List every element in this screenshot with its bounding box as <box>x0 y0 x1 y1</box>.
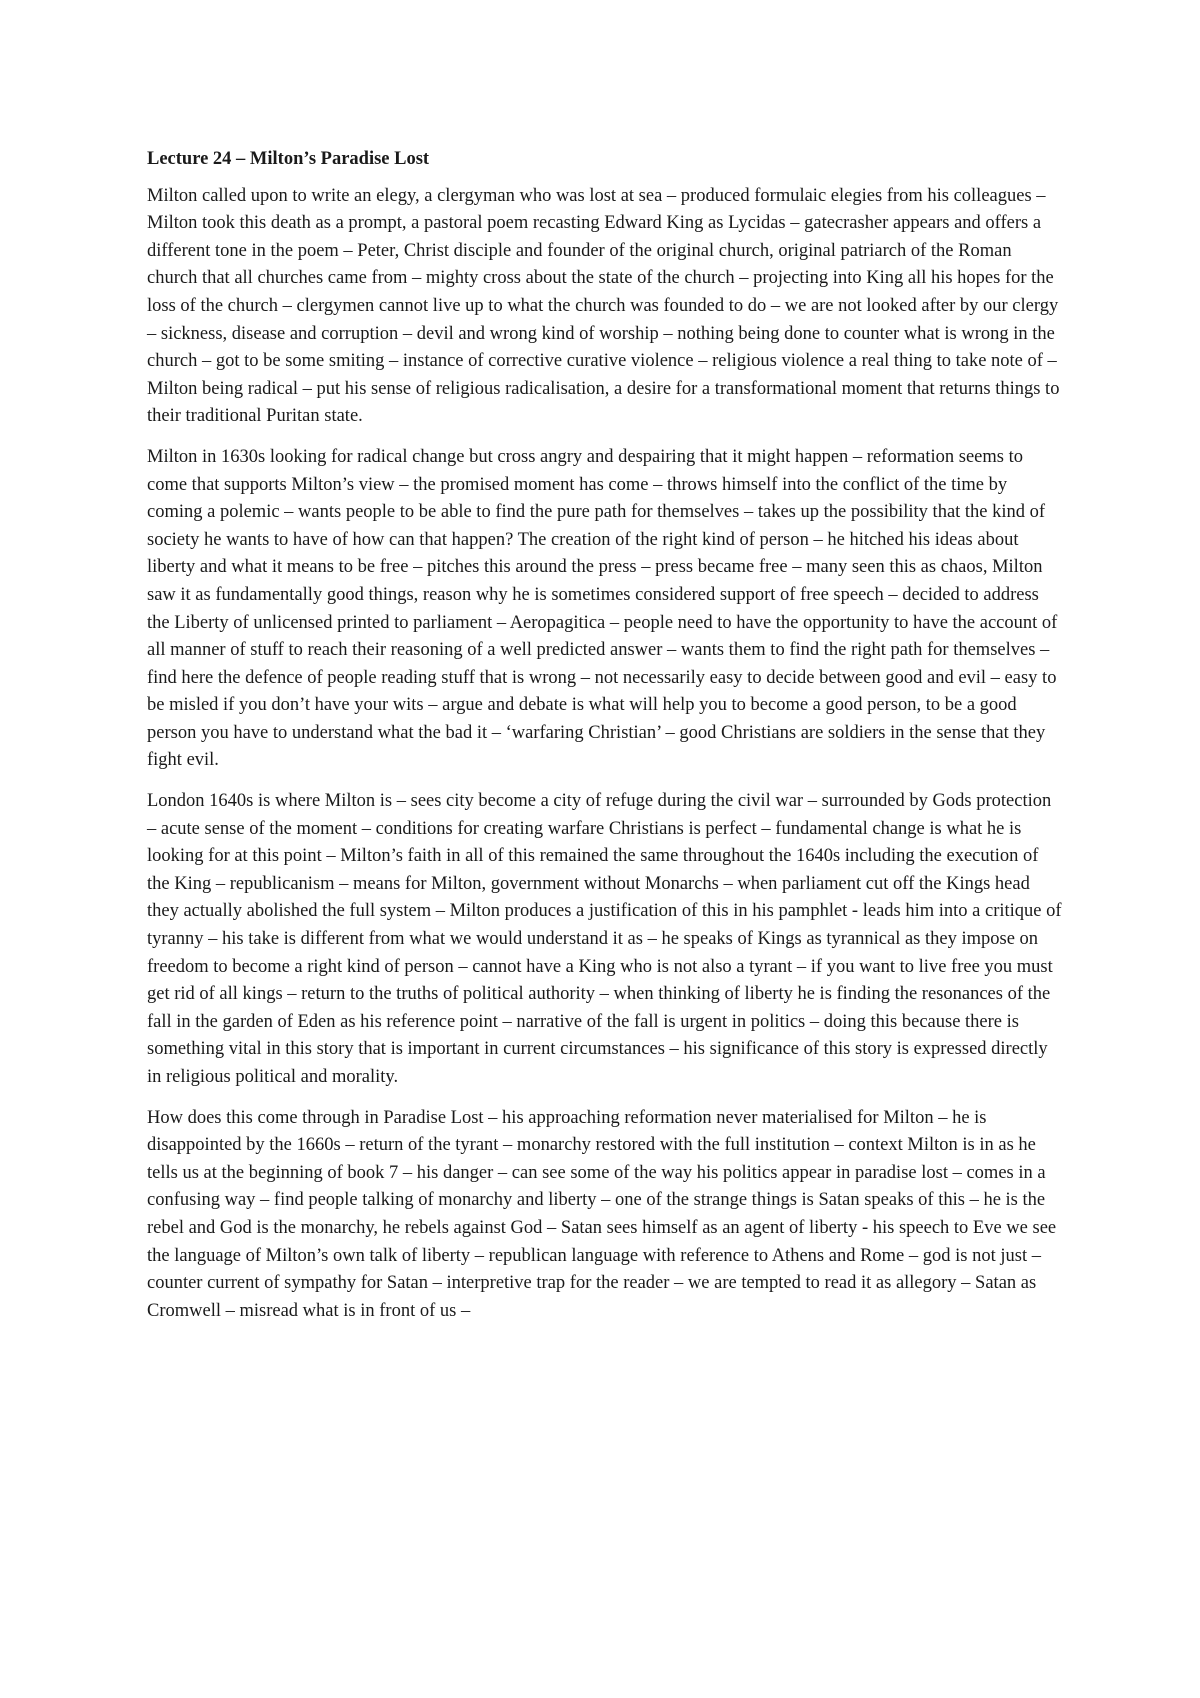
paragraph-1: Milton called upon to write an elegy, a clergyman who was lost at sea – produced formulaic elegies from his colleagues – Milton took this death as a prompt, a pastoral poem recasting Edward King as Lycidas – gatecrasher appears and offers a different tone in the poem – Peter, Christ disciple and founder of the original church, original patriarch of the Roman church that all churches came from – mighty cross about the state of the church – projecting into King all his hopes for the loss of the church – clergymen cannot live up to what the church was founded to do – we are not looked after by our clergy – sickness, disease and corruption – devil and wrong kind of worship – nothing being done to counter what is wrong in the church – got to be some smiting – instance of corrective curative violence – religious violence a real thing to take note of – Milton being radical – put his sense of religious radicalisation, a desire for a transformational moment that returns things to their traditional Puritan state. <box>147 185 1060 427</box>
paragraph-4: How does this come through in Paradise Lost – his approaching reformation never materialised for Milton – he is disappointed by the 1660s – return of the tyrant – monarchy restored with the full institution – context Milton is in as he tells us at the beginning of book 7 – his danger – can see some of the way his politics appear in paradise lost – comes in a confusing way – find people talking of monarchy and liberty – one of the strange things is Satan speaks of this – he is the rebel and God is the monarchy, he rebels against God – Satan sees himself as an agent of liberty - his speech to Eve we see the language of Milton’s own talk of liberty – republican language with reference to Athens and Rome – god is not just – counter current of sympathy for Satan – interpretive trap for the reader – we are tempted to read it as allegory – Satan as Cromwell – misread what is in front of us – <box>147 1107 1057 1321</box>
document-page <box>147 146 1062 1338</box>
paragraph-3: London 1640s is where Milton is – sees city become a city of refuge during the civil war – surrounded by Gods protection – acute sense of the moment – conditions for creating warfare Christians is perfect – fundamental change is what he is looking for at this point – Milton’s faith in all of this remained the same throughout the 1640s including the execution of the King – republicanism – means for Milton, government without Monarchs – when parliament cut off the Kings head they actually abolished the full system – Milton produces a justification of this in his pamphlet - leads him into a critique of tyranny – his take is different from what we would understand it as – he speaks of Kings as tyrannical as they impose on freedom to become a right kind of person – cannot have a King who is not also a tyrant – if you want to live free you must get rid of all kings – return to the truths of political authority – when thinking of liberty he is finding the resonances of the fall in the garden of Eden as his reference point – narrative of the fall is urgent in politics – doing this because there is something vital in this story that is important in current circumstances – his significance of this story is expressed directly in religious political and morality. <box>147 791 1062 1087</box>
paragraph-2: Milton in 1630s looking for radical change but cross angry and despairing that it might happen – reformation seems to come that supports Milton’s view – the promised moment has come – throws himself into the conflict of the time by coming a polemic – wants people to be able to find the pure path for themselves – takes up the possibility that the kind of society he wants to have of how can that happen? The creation of the right kind of person – he hitched his ideas about liberty and what it means to be free – pitches this around the press – press became free – many seen this as chaos, Milton saw it as fundamentally good things, reason why he is sometimes considered support of free speech – decided to address the Liberty of unlicensed printed to parliament – Aeropagitica – people need to have the opportunity to have the account of all manner of stuff to reach their reasoning of a well predicted answer – wants them to find the right path for themselves – find here the defence of people reading stuff that is wrong – not necessarily easy to decide between good and evil – easy to be misled if you don’t have your wits – argue and debate is what will help you to become a good person, to be a good person you have to understand what the bad it – ‘warfaring Christian’ – good Christians are soldiers in the sense that they fight evil. <box>147 446 1058 771</box>
document-title: Lecture 24 – Milton’s Paradise Lost <box>147 149 430 169</box>
